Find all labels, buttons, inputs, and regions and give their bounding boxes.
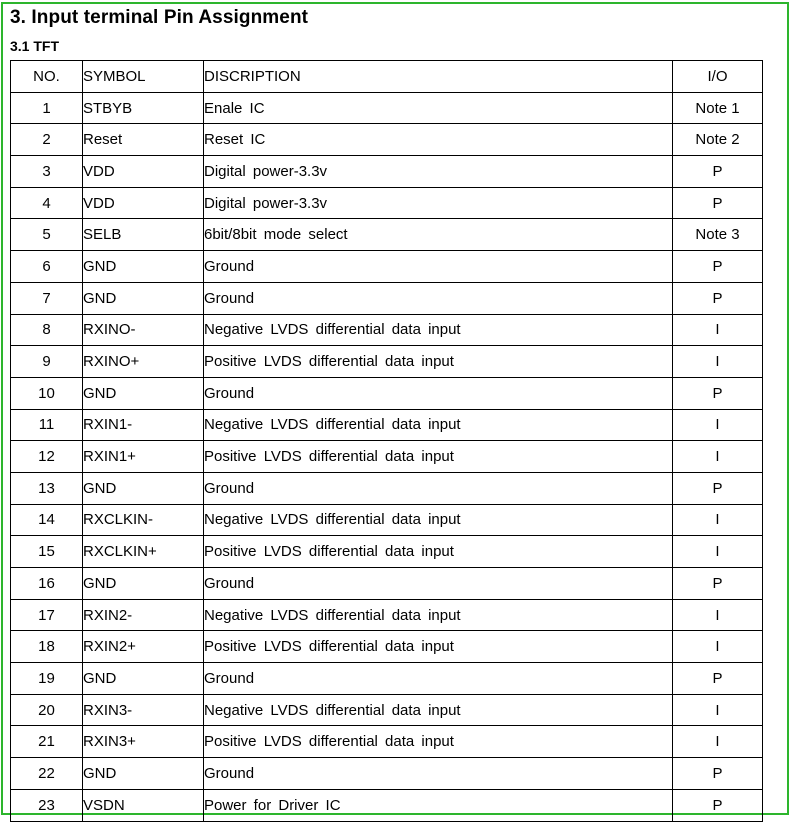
pin-number: 1 — [11, 92, 83, 124]
pin-number: 8 — [11, 314, 83, 346]
pin-description: Digital power-3.3v — [204, 156, 673, 188]
pin-symbol: RXINO+ — [83, 346, 204, 378]
pin-io: P — [673, 377, 763, 409]
pin-number: 4 — [11, 187, 83, 219]
pin-number: 20 — [11, 694, 83, 726]
pin-description: Positive LVDS differential data input — [204, 631, 673, 663]
column-header-io: I/O — [673, 61, 763, 93]
pin-symbol: GND — [83, 663, 204, 695]
pin-io: P — [673, 663, 763, 695]
subsection-heading: 3.1 TFT — [10, 38, 60, 54]
pin-io: P — [673, 789, 763, 821]
pin-symbol: RXINO- — [83, 314, 204, 346]
column-header-no: NO. — [11, 61, 83, 93]
pin-number: 21 — [11, 726, 83, 758]
pin-symbol: GND — [83, 568, 204, 600]
pin-description: Ground — [204, 377, 673, 409]
table-row — [11, 92, 763, 124]
pin-io: I — [673, 441, 763, 473]
table-row — [11, 187, 763, 219]
pin-description: Positive LVDS differential data input — [204, 536, 673, 568]
pin-number: 3 — [11, 156, 83, 188]
table-row — [11, 409, 763, 441]
pin-io: Note 1 — [673, 92, 763, 124]
pin-number: 14 — [11, 504, 83, 536]
table-row — [11, 156, 763, 188]
table-row — [11, 441, 763, 473]
pin-io: Note 3 — [673, 219, 763, 251]
table-row — [11, 314, 763, 346]
table-row — [11, 282, 763, 314]
pin-io: I — [673, 346, 763, 378]
pin-description: Ground — [204, 251, 673, 283]
pin-number: 17 — [11, 599, 83, 631]
pin-io: P — [673, 156, 763, 188]
table-row — [11, 599, 763, 631]
pin-number: 19 — [11, 663, 83, 695]
pin-symbol: VSDN — [83, 789, 204, 821]
table-row — [11, 504, 763, 536]
pin-io: P — [673, 187, 763, 219]
pin-symbol: VDD — [83, 187, 204, 219]
pin-symbol: RXIN1- — [83, 409, 204, 441]
pin-io: P — [673, 251, 763, 283]
pin-description: Negative LVDS differential data input — [204, 409, 673, 441]
pin-description: Ground — [204, 663, 673, 695]
table-row — [11, 472, 763, 504]
pin-number: 6 — [11, 251, 83, 283]
pin-symbol: RXIN3+ — [83, 726, 204, 758]
pin-description: Negative LVDS differential data input — [204, 694, 673, 726]
pin-description: Ground — [204, 282, 673, 314]
pin-description: Negative LVDS differential data input — [204, 504, 673, 536]
pin-io: I — [673, 599, 763, 631]
pin-io: I — [673, 694, 763, 726]
pin-description: Negative LVDS differential data input — [204, 314, 673, 346]
pin-description: Ground — [204, 568, 673, 600]
pin-number: 9 — [11, 346, 83, 378]
pin-description: Positive LVDS differential data input — [204, 441, 673, 473]
pin-description: Positive LVDS differential data input — [204, 346, 673, 378]
table-row — [11, 694, 763, 726]
pin-symbol: GND — [83, 282, 204, 314]
pin-number: 16 — [11, 568, 83, 600]
pin-symbol: RXCLKIN- — [83, 504, 204, 536]
pin-number: 12 — [11, 441, 83, 473]
pin-number: 7 — [11, 282, 83, 314]
pin-io: I — [673, 314, 763, 346]
table-row — [11, 346, 763, 378]
table-row — [11, 789, 763, 821]
table-row — [11, 377, 763, 409]
table-row — [11, 663, 763, 695]
table-header-row — [11, 61, 763, 93]
pin-symbol: GND — [83, 251, 204, 283]
pin-io: I — [673, 409, 763, 441]
pin-description: 6bit/8bit mode select — [204, 219, 673, 251]
pin-description: Enale IC — [204, 92, 673, 124]
pin-io: Note 2 — [673, 124, 763, 156]
pin-io: I — [673, 631, 763, 663]
pin-description: Reset IC — [204, 124, 673, 156]
pin-io: I — [673, 504, 763, 536]
pin-assignment-table — [10, 60, 763, 822]
pin-number: 2 — [11, 124, 83, 156]
pin-number: 23 — [11, 789, 83, 821]
pin-number: 15 — [11, 536, 83, 568]
table-row — [11, 536, 763, 568]
table-row — [11, 124, 763, 156]
table-row — [11, 219, 763, 251]
pin-symbol: RXIN1+ — [83, 441, 204, 473]
pin-io: P — [673, 472, 763, 504]
table-row — [11, 758, 763, 790]
pin-number: 22 — [11, 758, 83, 790]
pin-description: Positive LVDS differential data input — [204, 726, 673, 758]
pin-symbol: RXCLKIN+ — [83, 536, 204, 568]
table-row — [11, 726, 763, 758]
pin-symbol: RXIN3- — [83, 694, 204, 726]
table-row — [11, 568, 763, 600]
pin-symbol: RXIN2+ — [83, 631, 204, 663]
pin-description: Digital power-3.3v — [204, 187, 673, 219]
pin-symbol: RXIN2- — [83, 599, 204, 631]
table-row — [11, 631, 763, 663]
pin-io: P — [673, 282, 763, 314]
pin-number: 11 — [11, 409, 83, 441]
pin-description: Negative LVDS differential data input — [204, 599, 673, 631]
pin-io: I — [673, 536, 763, 568]
column-header-symbol: SYMBOL — [83, 61, 204, 93]
pin-io: I — [673, 726, 763, 758]
table-row — [11, 251, 763, 283]
pin-description: Ground — [204, 758, 673, 790]
pin-description: Ground — [204, 472, 673, 504]
column-header-description: DISCRIPTION — [204, 61, 673, 93]
pin-symbol: GND — [83, 758, 204, 790]
pin-io: P — [673, 568, 763, 600]
pin-description: Power for Driver IC — [204, 789, 673, 821]
pin-symbol: VDD — [83, 156, 204, 188]
pin-number: 5 — [11, 219, 83, 251]
pin-symbol: GND — [83, 472, 204, 504]
pin-number: 18 — [11, 631, 83, 663]
pin-symbol: GND — [83, 377, 204, 409]
pin-symbol: SELB — [83, 219, 204, 251]
pin-symbol: STBYB — [83, 92, 204, 124]
pin-symbol: Reset — [83, 124, 204, 156]
pin-io: P — [673, 758, 763, 790]
section-heading: 3. Input terminal Pin Assignment — [10, 7, 309, 28]
pin-number: 13 — [11, 472, 83, 504]
pin-number: 10 — [11, 377, 83, 409]
